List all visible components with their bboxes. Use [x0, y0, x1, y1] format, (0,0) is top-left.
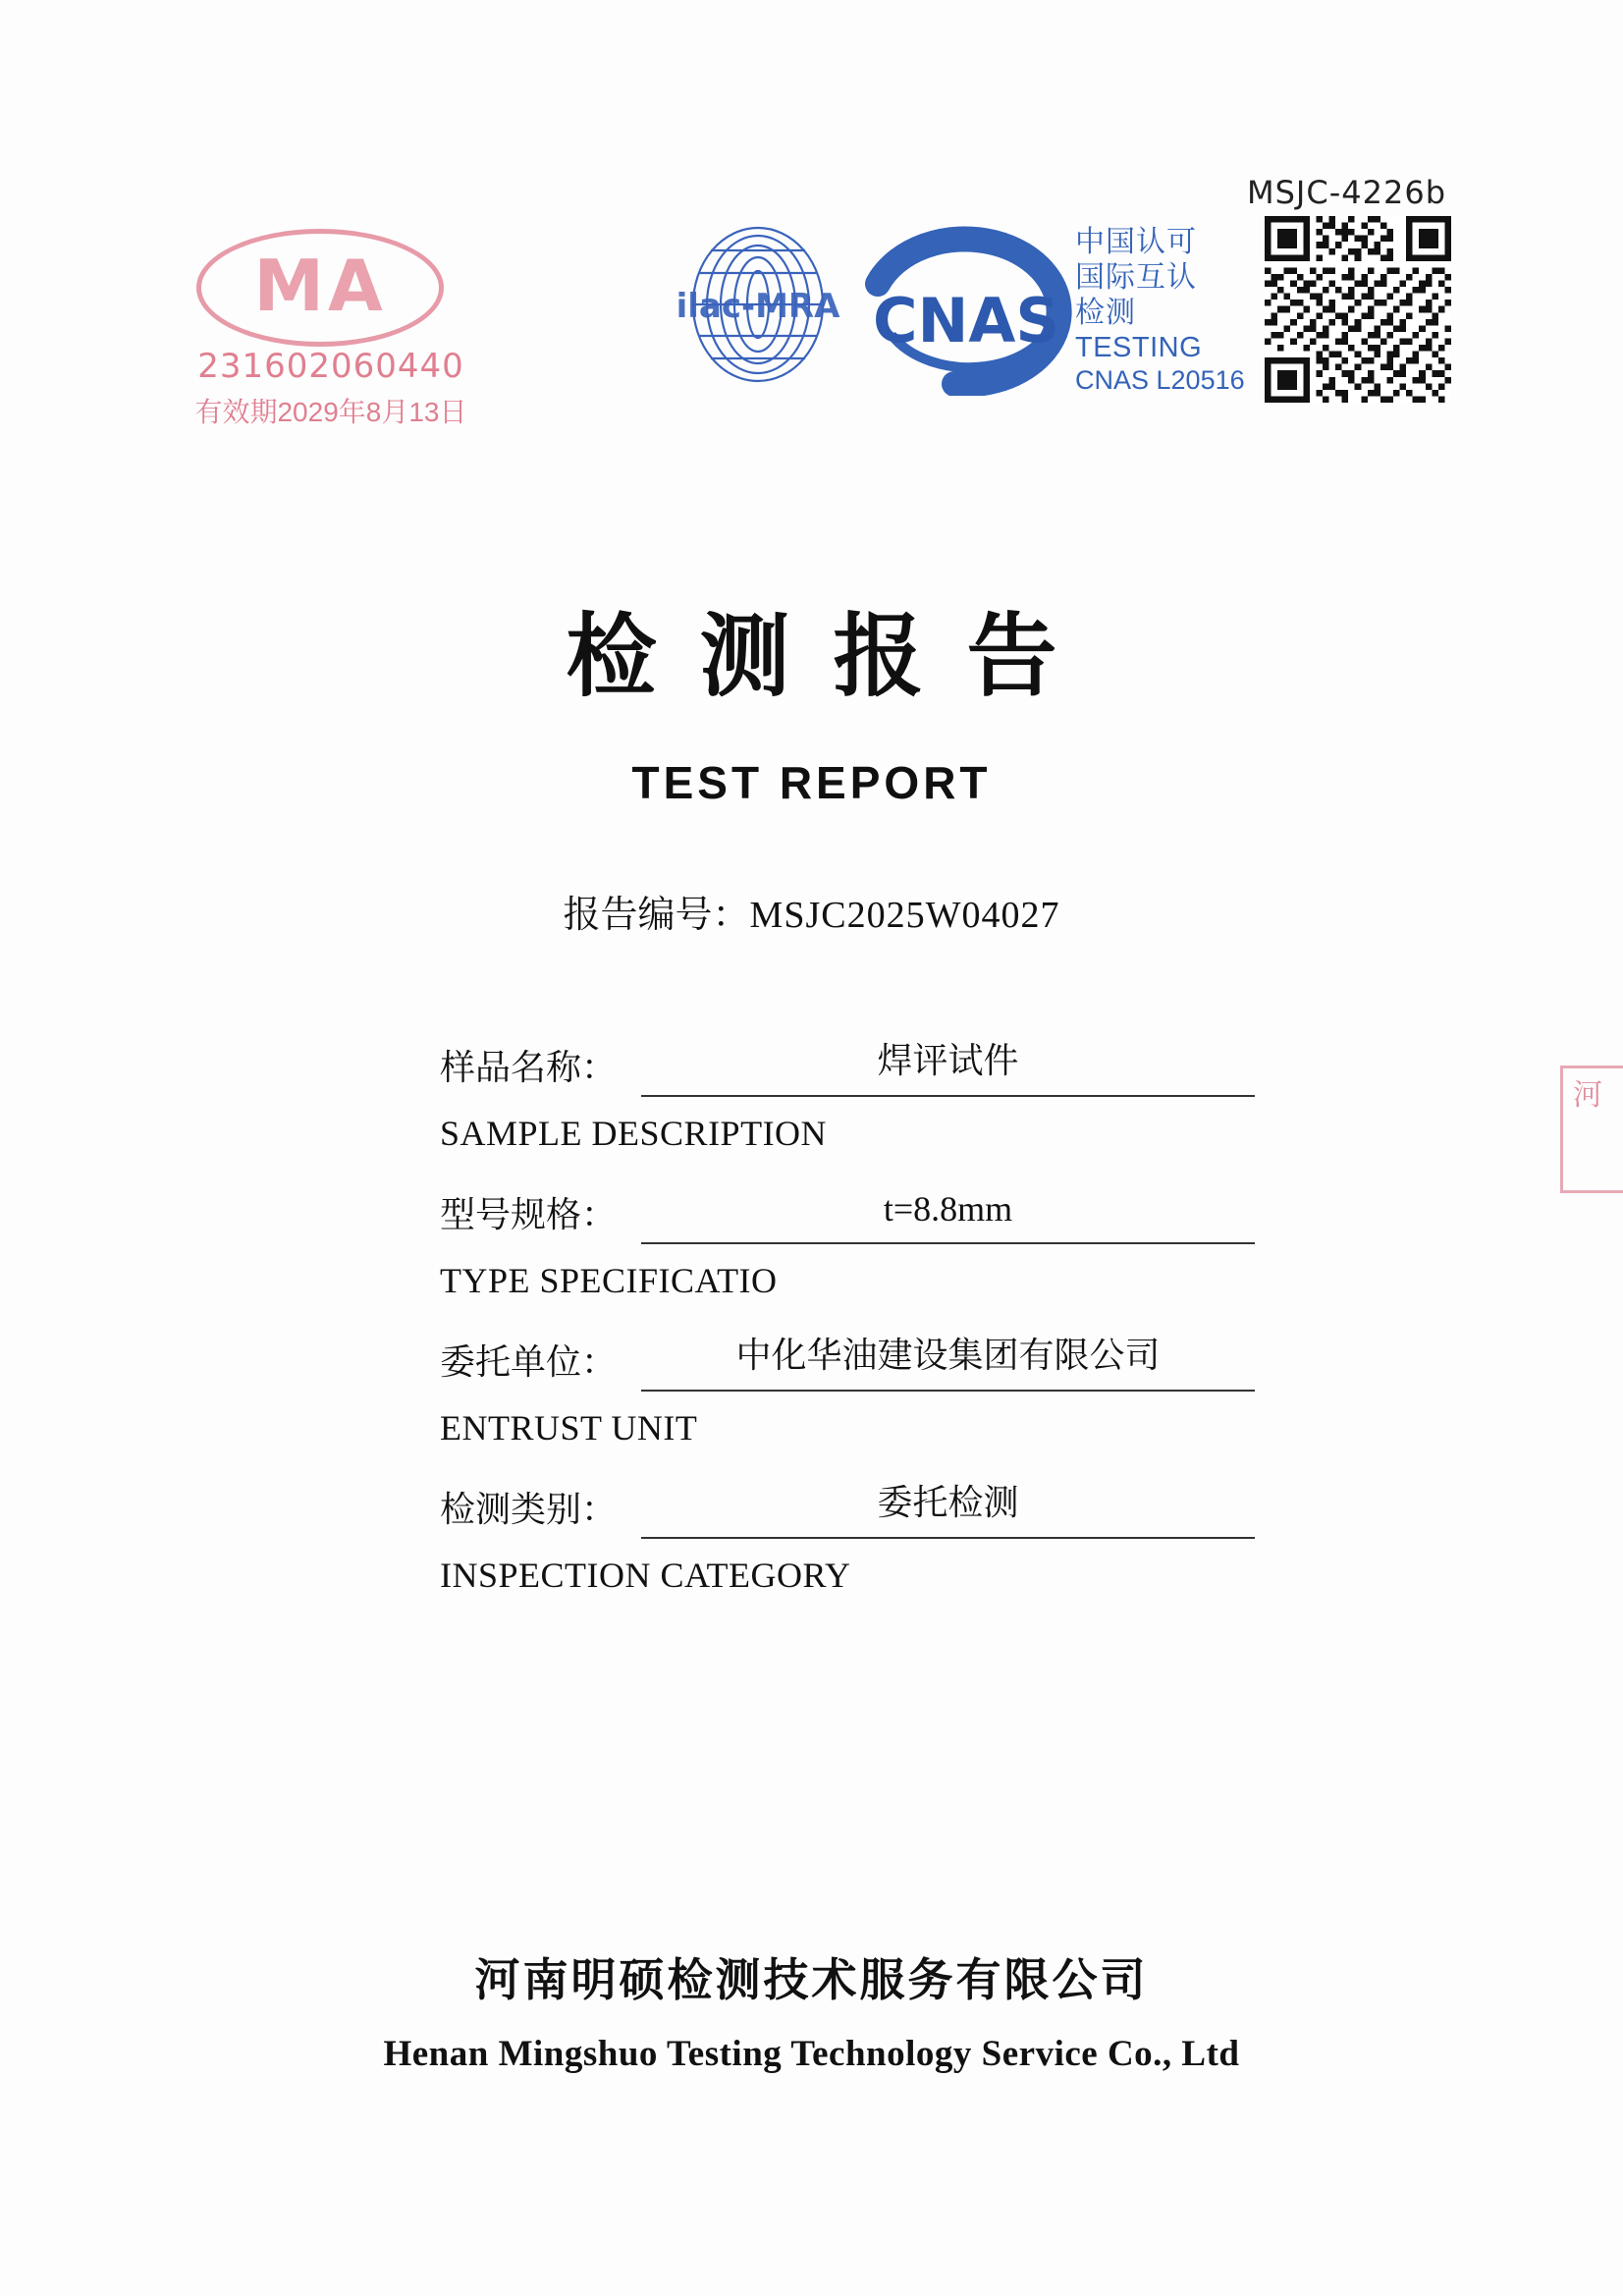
svg-text:CNAS: CNAS — [872, 285, 1060, 356]
cma-validity-date: 有效期2029年8月13日 — [194, 397, 467, 427]
cma-mark-label: MA — [253, 245, 387, 327]
cnas-en-line: TESTING — [1075, 332, 1203, 363]
cma-stamp — [179, 229, 493, 455]
inspection-category-value-wrap[interactable] — [641, 1478, 1255, 1539]
cma-certificate-number: 231602060440 — [197, 347, 464, 386]
cnas-cn-line-3: 检测 — [1075, 296, 1136, 330]
sample-description-label-en: SAMPLE DESCRIPTION — [440, 1114, 828, 1153]
cnas-registry-number: CNAS L20516 — [1075, 365, 1245, 395]
sample-info-block — [440, 1036, 1255, 1625]
sample-description-label-cn: 样品名称： — [440, 1048, 618, 1088]
edge-seal-stamp: 河 — [1560, 1066, 1623, 1193]
type-specification-label-en: TYPE SPECIFICATIO — [440, 1261, 778, 1300]
cnas-cn-line-2: 国际互认 — [1075, 260, 1197, 295]
report-number — [0, 884, 1623, 938]
type-specification-label-cn: 型号规格： — [440, 1195, 618, 1235]
svg-text:ilac-MRA: ilac-MRA — [676, 287, 840, 326]
cnas-text-block — [1075, 225, 1262, 396]
header-row — [0, 174, 1623, 506]
inspection-category-value: 委托检测 — [877, 1483, 1019, 1523]
sample-description-value: 焊评试件 — [877, 1041, 1019, 1081]
page-title-english: TEST REPORT — [631, 757, 992, 808]
entrust-unit-value-wrap[interactable] — [641, 1331, 1255, 1392]
document-code: MSJC-4226b — [1247, 174, 1446, 211]
report-number-value: MSJC2025W04027 — [749, 895, 1060, 936]
inspection-category-label-cn: 检测类别： — [440, 1490, 618, 1530]
field-row-sample-description — [440, 1036, 1255, 1107]
cnas-cn-line-1: 中国认可 — [1075, 225, 1197, 259]
field-row-type-specification — [440, 1183, 1255, 1254]
ilac-mra-logo-icon — [660, 219, 856, 391]
field-row-inspection-category — [440, 1478, 1255, 1549]
company-name-en: Henan Mingshuo Testing Technology Service Co., Ltd — [383, 2034, 1240, 2074]
sample-description-value-wrap[interactable] — [641, 1036, 1255, 1097]
field-row-entrust-unit — [440, 1331, 1255, 1401]
entrust-unit-label-en: ENTRUST UNIT — [440, 1408, 698, 1448]
entrust-unit-value: 中化华油建设集团有限公司 — [735, 1336, 1161, 1376]
page-title: 检测报告 — [566, 604, 1101, 709]
qr-code-icon[interactable] — [1265, 216, 1451, 403]
type-specification-value: t=8.8mm — [883, 1189, 1013, 1229]
type-specification-value-wrap[interactable] — [641, 1183, 1255, 1244]
cnas-logo-icon — [864, 219, 1075, 396]
entrust-unit-label-cn: 委托单位： — [440, 1342, 618, 1383]
report-number-label: 报告编号： — [563, 893, 750, 936]
company-name-cn: 河南明硕检测技术服务有限公司 — [474, 1953, 1149, 2006]
inspection-category-label-en: INSPECTION CATEGORY — [440, 1556, 851, 1595]
